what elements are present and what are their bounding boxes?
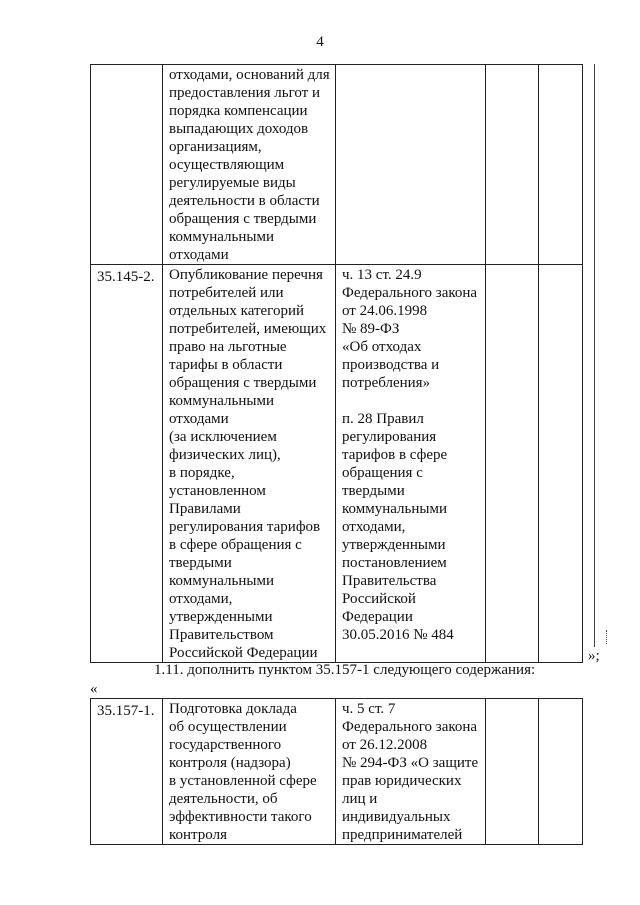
text-line: утвержденными [342, 537, 446, 553]
text-line: тарифов в сфере [342, 447, 448, 463]
opening-quote: « [90, 681, 98, 697]
description-text [169, 266, 335, 662]
text-line: отходами [169, 247, 229, 263]
text-line: коммунальными [342, 501, 447, 517]
margin-mark [606, 630, 607, 644]
text-line: индивидуальных [342, 809, 451, 825]
text-line: эффективности такого [169, 809, 312, 825]
item-number: 35.145-2. [91, 265, 163, 663]
text-line: утвержденными [169, 609, 273, 625]
services-table-continued [90, 64, 583, 663]
text-line: лиц и [342, 791, 378, 807]
item-number-cell [91, 65, 163, 265]
margin-line [594, 64, 595, 647]
text-line: Российской Федерации [169, 645, 318, 661]
text-line: обращения с [342, 465, 423, 481]
text-line: в сфере обращения с [169, 537, 302, 553]
text-line: Правительством [169, 627, 274, 643]
text-line: от 24.06.1998 [342, 303, 428, 319]
text-line: деятельности в области [169, 193, 320, 209]
closing-quote: »; [588, 648, 600, 664]
text-line: выпадающих доходов [169, 121, 309, 137]
table-row [91, 265, 583, 663]
legal-basis-federal-law [342, 266, 485, 392]
empty-cell [539, 699, 583, 845]
description-text [169, 66, 335, 264]
text-line: Правилами [169, 501, 241, 517]
text-line: порядка компенсации [169, 103, 308, 119]
text-line: прав юридических [342, 773, 462, 789]
text-line: отходами, оснований для [169, 67, 330, 83]
empty-cell [539, 265, 583, 663]
text-line: обращения с твердыми [169, 211, 317, 227]
legal-basis-cell [336, 699, 486, 845]
text-line: (за исключением [169, 429, 277, 445]
page-number: 4 [316, 34, 324, 50]
new-item-table [90, 698, 583, 845]
text-line: контроля [169, 827, 227, 843]
text-line: твердыми [169, 555, 232, 571]
table-row [91, 699, 583, 845]
text-line: Подготовка доклада [169, 701, 297, 717]
text-line: право на льготные [169, 339, 287, 355]
text-line: ч. 13 ст. 24.9 [342, 267, 422, 283]
text-line: в установленной сфере [169, 773, 317, 789]
text-line: Федерации [342, 609, 413, 625]
text-line: от 26.12.2008 [342, 737, 428, 753]
text-line: контроля (надзора) [169, 755, 291, 771]
legal-basis-rules [342, 410, 485, 644]
text-line: 30.05.2016 № 484 [342, 627, 454, 643]
amendment-clause: 1.11. дополнить пунктом 35.157-1 следующего содержания: [154, 662, 536, 678]
text-line: Опубликование перечня [169, 267, 323, 283]
legal-basis-cell [336, 65, 486, 265]
text-line: потребителей или [169, 285, 284, 301]
text-line: отдельных категорий [169, 303, 305, 319]
legal-basis-cell [336, 265, 486, 663]
text-line: регулирования [342, 429, 437, 445]
empty-cell [486, 65, 539, 265]
empty-cell [539, 65, 583, 265]
text-line: в порядке, [169, 465, 235, 481]
text-line: государственного [169, 737, 282, 753]
text-line: физических лиц), [169, 447, 281, 463]
text-line: обращения с твердыми [169, 375, 317, 391]
description-cell [163, 699, 336, 845]
text-line: предоставления льгот и [169, 85, 321, 101]
description-text [169, 700, 335, 844]
text-line: Федерального закона [342, 285, 478, 301]
text-line: коммунальными [169, 393, 274, 409]
description-cell [163, 265, 336, 663]
text-line: Российской [342, 591, 416, 607]
empty-cell [486, 699, 539, 845]
text-line: ч. 5 ст. 7 [342, 701, 396, 717]
text-line: отходами, [169, 591, 233, 607]
legal-basis-federal-law [342, 700, 485, 844]
text-line: п. 28 Правил [342, 411, 424, 427]
table-row [91, 65, 583, 265]
text-line: твердыми [342, 483, 405, 499]
description-cell [163, 65, 336, 265]
text-line: деятельности, об [169, 791, 278, 807]
text-line: Правительства [342, 573, 437, 589]
empty-cell [486, 265, 539, 663]
text-line: тарифы в области [169, 357, 283, 373]
text-line: установленном [169, 483, 266, 499]
text-line: коммунальными [169, 229, 274, 245]
text-line: Федерального закона [342, 719, 478, 735]
text-line: постановлением [342, 555, 447, 571]
text-line: потребителей, имеющих [169, 321, 327, 337]
text-line: потребления» [342, 375, 431, 391]
text-line: организациям, [169, 139, 262, 155]
item-number: 35.157-1. [91, 699, 163, 845]
text-line: осуществляющим [169, 157, 285, 173]
text-line: отходами, [342, 519, 406, 535]
text-line: предпринимателей [342, 827, 463, 843]
text-line: регулируемые виды [169, 175, 296, 191]
text-line: отходами [169, 411, 229, 427]
text-line: № 89-ФЗ [342, 321, 400, 337]
text-line: № 294-ФЗ «О защите [342, 755, 479, 771]
text-line: производства и [342, 357, 440, 373]
text-line: регулирования тарифов [169, 519, 321, 535]
text-line: об осуществлении [169, 719, 287, 735]
text-line: коммунальными [169, 573, 274, 589]
text-line: «Об отходах [342, 339, 422, 355]
